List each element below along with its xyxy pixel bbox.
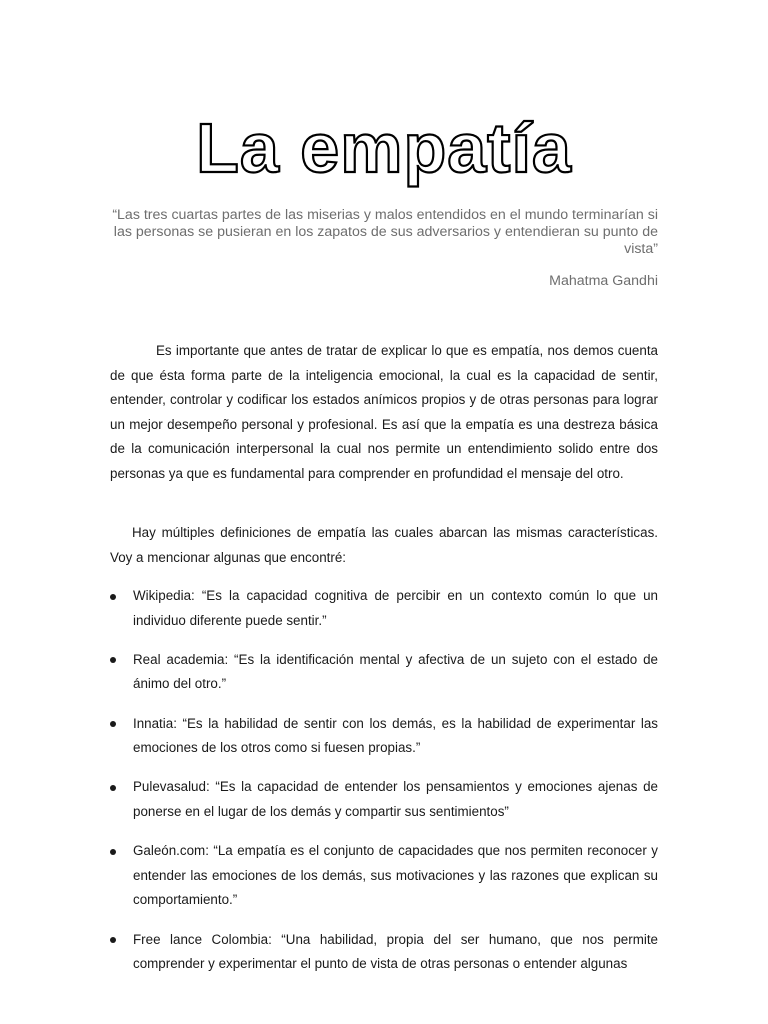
list-item [110,775,658,824]
list-item [110,928,658,977]
bullet-icon [110,937,116,943]
definition-text: Free lance Colombia: “Una habilidad, propia del ser humano, que nos permite comprender y experimentar el punto de vista de otras personas o entender algunas [133,931,658,972]
bullet-icon [110,785,116,791]
list-item [110,584,658,633]
list-item [110,648,658,697]
epigraph-quote: “Las tres cuartas partes de las miserias y malos entendidos en el mundo terminarían si las personas se pusieran en los zapatos de sus adversarios y entendieran su punto de vista” [112,207,658,257]
definitions-list [110,584,658,991]
bullet-icon [110,594,116,600]
definitions-intro-paragraph: Hay múltiples definiciones de empatía las cuales abarcan las mismas características. Voy a mencionar algunas que encontré: [110,525,658,565]
list-item [110,712,658,761]
bullet-icon [110,657,116,663]
definition-text: Wikipedia: “Es la capacidad cognitiva de percibir en un contexto común lo que un individuo diferente puede sentir.” [133,588,658,628]
definition-text: Innatia: “Es la habilidad de sentir con los demás, es la habilidad de experimentar las emociones de los otros como si fuesen propias.” [133,715,658,756]
intro-paragraph: Es importante que antes de tratar de explicar lo que es empatía, nos demos cuenta de que ésta forma parte de la inteligencia emocional, la cual es la capacidad de sentir, entender, controlar y codificar los estados anímicos propios y de otras personas para lograr un mejor desempeño personal y profesional. Es así que la empatía es una destreza básica de la comunicación interpersonal la cual nos permite un entendimiento solido entre dos personas ya que es fundamental para comprender en profundidad el mensaje del otro. [110,343,658,481]
bullet-icon [110,721,116,727]
document-title: La empatía [196,109,572,187]
bullet-icon [110,849,116,855]
list-item [110,839,658,913]
epigraph-author: Mahatma Gandhi [549,273,658,289]
definition-text: Real academia: “Es la identificación mental y afectiva de un sujeto con el estado de ánimo del otro.” [133,651,658,692]
definition-text: Pulevasalud: “Es la capacidad de entender los pensamientos y emociones ajenas de ponerse en el lugar de los demás y compartir sus sentimientos” [133,779,658,819]
definition-text: Galeón.com: “La empatía es el conjunto de capacidades que nos permiten reconocer y entender las emociones de los demás, sus motivaciones y las razones que explican su comportamiento.” [133,843,658,908]
